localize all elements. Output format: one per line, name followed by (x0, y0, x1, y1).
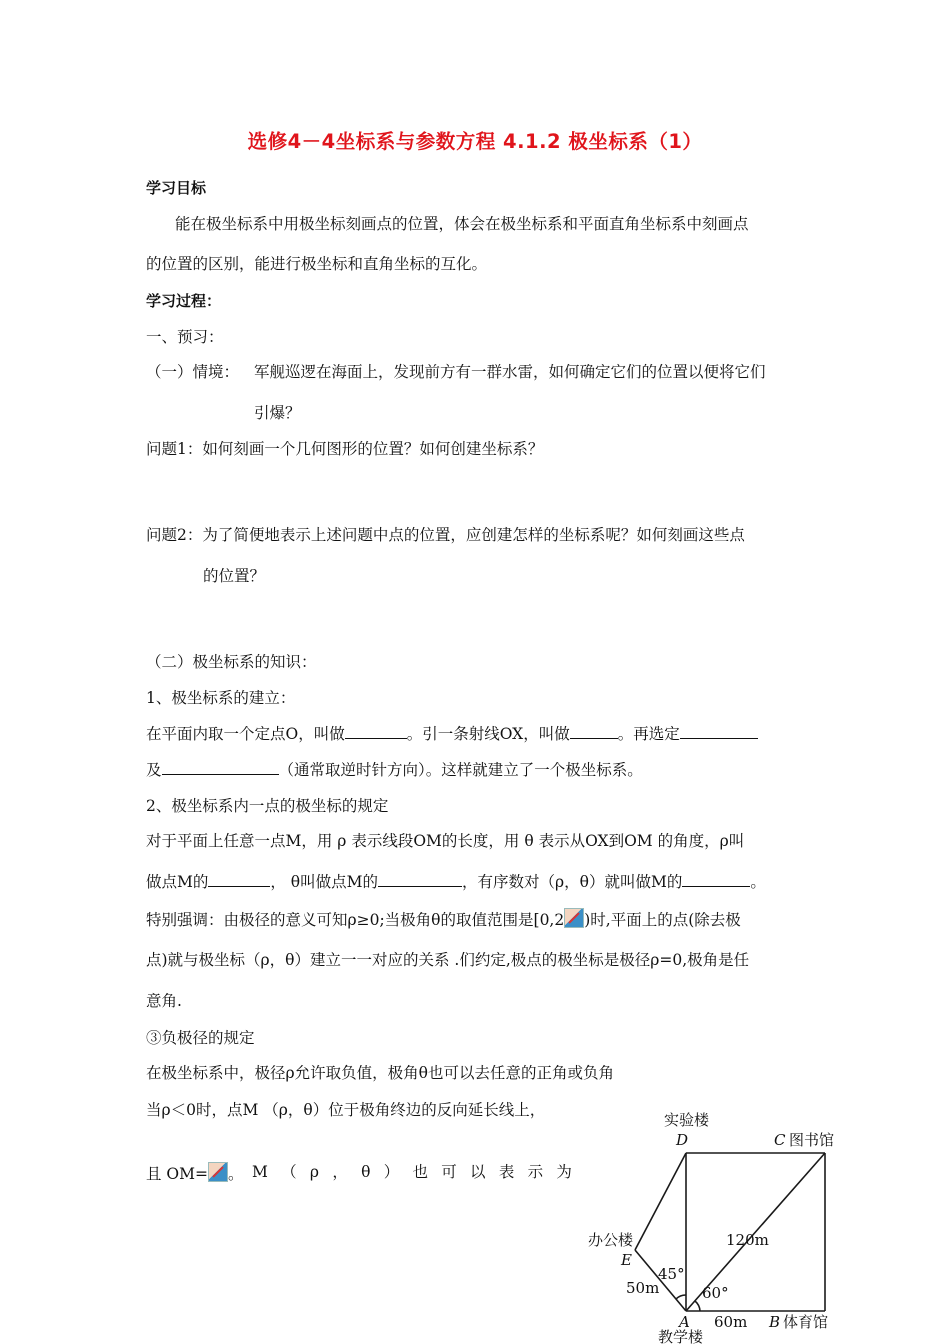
question-1: 问题1：如何刻画一个几何图形的位置？如何创建坐标系？ (146, 440, 544, 458)
text: 在平面内取一个定点O，叫做 (146, 725, 345, 743)
scene-label: （一）情境： (146, 363, 240, 381)
text: 。引一条射线OX，叫做 (406, 725, 570, 743)
section-3-line-3-spaced (252, 1162, 572, 1182)
label-b: B (769, 1313, 781, 1331)
blank-polar-coordinates[interactable] (682, 872, 750, 887)
spaced-glyph: θ (361, 1163, 371, 1181)
label-ac-length: 120m (726, 1231, 769, 1249)
label-ea-length: 50m (626, 1279, 660, 1297)
page-title: 选修4－4坐标系与参数方程 4.1.2 极坐标系（1） (247, 130, 703, 153)
label-library: 图书馆 (789, 1131, 835, 1149)
text: ， θ叫做点M的 (270, 873, 379, 891)
spaced-glyph: 也 (412, 1163, 428, 1181)
campus-figure (580, 1105, 842, 1344)
blank-polar-radius[interactable] (208, 872, 270, 887)
section-3-line-2: 当ρ＜0时，点M （ρ，θ）位于极角终边的反向延长线上， (146, 1101, 546, 1119)
blank-pole[interactable] (345, 724, 407, 739)
goals-line-2: 的位置的区别，能进行极坐标和直角坐标的互化。 (146, 255, 488, 273)
label-lab: 实验楼 (664, 1111, 710, 1129)
section-3-line-1: 在极坐标系中，极径ρ允许取负值，极角θ也可以去任意的正角或负角 (146, 1064, 614, 1082)
goals-line-1: 能在极坐标系中用极坐标刻画点的位置，体会在极坐标系和平面直角坐标系中刻画点 (175, 215, 749, 233)
label-gym: 体育馆 (783, 1313, 829, 1331)
text: 。 (228, 1165, 244, 1183)
line-de (635, 1153, 686, 1250)
text: 做点M的 (146, 873, 209, 891)
label-office: 办公楼 (588, 1231, 634, 1249)
text: 且 OM= (146, 1165, 208, 1183)
label-d: D (676, 1131, 689, 1149)
text: 特别强调：由极径的意义可知ρ≥0;当极角θ的取值范围是[0,2 (146, 911, 565, 929)
section-2-heading: 2、极坐标系内一点的极坐标的规定 (146, 797, 389, 815)
note-line-2: 点)就与极坐标（ρ，θ）建立一一对应的关系 .们约定,极点的极坐标是极径ρ=0,极角是任 (146, 951, 750, 969)
section-1-line-1 (146, 724, 758, 744)
label-c: C (774, 1131, 786, 1149)
spaced-glyph: ρ (309, 1163, 320, 1181)
spaced-glyph: ） (383, 1163, 400, 1181)
preview-heading: 一、预习： (146, 328, 224, 346)
text: ，有序数对（ρ，θ）就叫做M的 (462, 873, 683, 891)
question-2-line-2: 的位置？ (203, 567, 266, 585)
scene-line-1: 军舰巡逻在海面上，发现前方有一群水雷，如何确定它们的位置以便将它们 (254, 363, 766, 381)
blank-angle-direction[interactable] (162, 760, 279, 775)
knowledge-heading: （二）极坐标系的知识： (146, 653, 317, 671)
section-3-line-3 (146, 1162, 244, 1184)
spaced-glyph: （ (281, 1163, 297, 1181)
section-3-heading: ③负极径的规定 (146, 1029, 255, 1047)
spaced-glyph: 可 (441, 1163, 457, 1181)
label-angle-45: 45° (658, 1265, 685, 1283)
label-a: A (679, 1313, 690, 1331)
angle-arc-60 (695, 1301, 700, 1311)
label-angle-60: 60° (702, 1284, 729, 1302)
section-1-heading: 1、极坐标系的建立： (146, 689, 296, 707)
spaced-glyph: 示 (527, 1163, 544, 1181)
label-ab-length: 60m (714, 1313, 748, 1331)
process-heading: 学习过程： (146, 292, 222, 310)
label-teaching: 教学楼 (658, 1328, 704, 1344)
text: 。再选定 (617, 725, 680, 743)
question-2-line-1: 问题2：为了简便地表示上述问题中点的位置，应创建怎样的坐标系呢？如何刻画这些点 (146, 526, 745, 544)
goals-heading: 学习目标 (146, 179, 207, 197)
scene-line-2: 引爆？ (254, 404, 301, 422)
text: )时,平面上的点(除去极 (584, 911, 741, 929)
broken-image-icon (564, 908, 584, 928)
section-2-line-2 (146, 872, 766, 892)
angle-arc-45 (676, 1295, 686, 1299)
spaced-glyph: 表 (498, 1163, 515, 1181)
text: 。 (750, 873, 766, 891)
blank-unit-length[interactable] (680, 724, 758, 739)
label-e: E (621, 1251, 632, 1269)
section-1-line-2 (146, 760, 643, 780)
note-line-1 (146, 908, 741, 930)
spaced-glyph: M (252, 1163, 268, 1181)
broken-image-icon (208, 1162, 228, 1182)
spaced-glyph: ， (332, 1163, 348, 1181)
note-line-3: 意角. (146, 992, 182, 1010)
text: 及 (146, 761, 162, 779)
text: （通常取逆时针方向）。这样就建立了一个极坐标系。 (278, 761, 643, 779)
section-2-line-1: 对于平面上任意一点M，用 ρ 表示线段OM的长度，用 θ 表示从OX到OM 的角度，ρ叫 (146, 832, 745, 850)
spaced-glyph: 为 (556, 1163, 572, 1181)
blank-polar-axis[interactable] (570, 724, 618, 739)
blank-polar-angle[interactable] (378, 872, 462, 887)
spaced-glyph: 以 (470, 1163, 486, 1181)
